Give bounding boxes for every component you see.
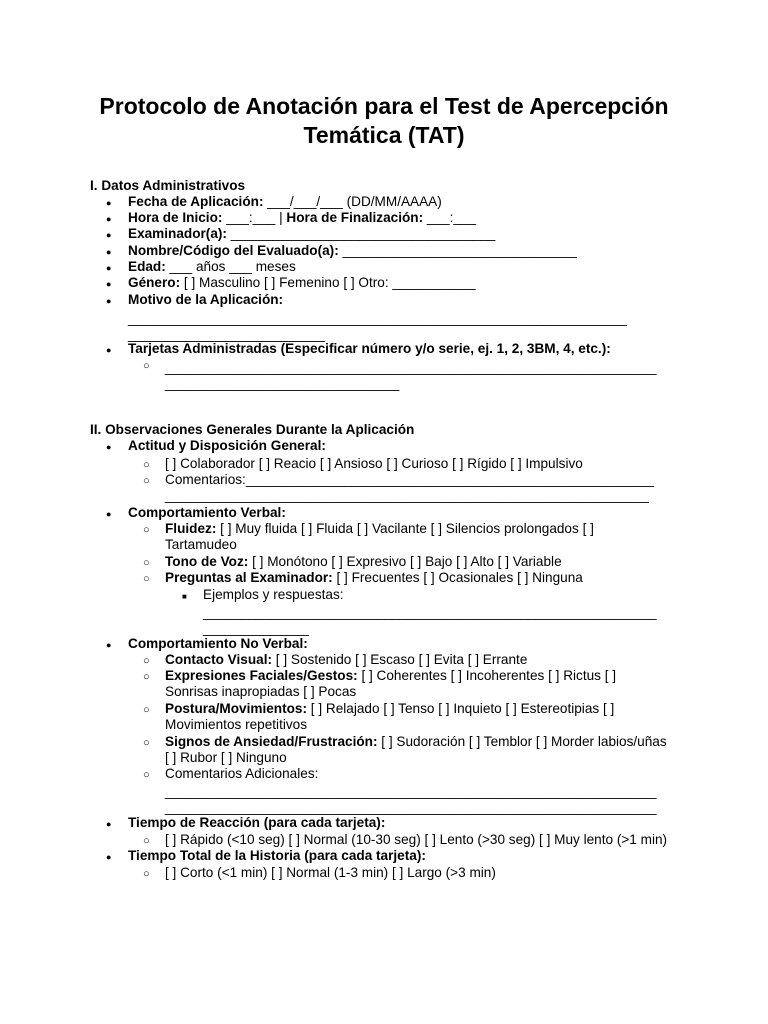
- postura-options-cont: Movimientos repetitivos: [165, 717, 308, 732]
- reaccion-label: Tiempo de Reacción (para cada tarjeta):: [128, 815, 386, 830]
- hora-item: [128, 210, 476, 226]
- ejemplos-line-2: ______________: [203, 621, 309, 636]
- fluidez-label: Fluidez:: [165, 521, 217, 536]
- fecha-field: ___/___/___ (DD/MM/AAAA): [263, 194, 442, 209]
- signos-options: [ ] Sudoración [ ] Temblor [ ] Morder labios/uñas: [377, 734, 667, 749]
- title-line-2: Temática (TAT): [303, 122, 465, 148]
- reaccion-options: [ ] Rápido (<10 seg) [ ] Normal (10-30 seg) [ ] Lento (>30 seg) [ ] Muy lento (>1 min): [165, 832, 668, 847]
- tono-item: [165, 554, 562, 570]
- comentarios-field: ______________________________________________________: [245, 472, 655, 487]
- examinador-field: ___________________________________: [226, 226, 496, 241]
- document-title: [60, 92, 708, 150]
- fluidez-item: [165, 521, 594, 537]
- expresiones-label: Expresiones Faciales/Gestos:: [165, 668, 358, 683]
- comentarios-item: [165, 472, 654, 488]
- bullet-icon: [106, 848, 111, 865]
- ejemplos-line-1: ____________________________________________________________: [203, 605, 657, 620]
- hora-fin-label: Hora de Finalización:: [286, 210, 424, 225]
- bullet-icon: [106, 505, 111, 522]
- motivo-label: Motivo de la Aplicación:: [128, 292, 284, 307]
- circle-bullet-icon: [143, 668, 150, 685]
- bullet-icon: [106, 815, 111, 832]
- circle-bullet-icon: [143, 766, 150, 783]
- contacto-label: Contacto Visual:: [165, 652, 273, 667]
- edad-field: ___ años ___ meses: [165, 259, 296, 274]
- motivo-line-2: __________________________: [128, 327, 325, 342]
- circle-bullet-icon: [143, 554, 150, 571]
- examinador-label: Examinador(a):: [128, 226, 227, 241]
- hora-inicio-label: Hora de Inicio:: [128, 210, 223, 225]
- tarjetas-label: Tarjetas Administradas (Especificar número y/o serie, ej. 1, 2, 3BM, 4, etc.):: [128, 341, 611, 356]
- evaluado-label: Nombre/Código del Evaluado(a):: [128, 243, 339, 258]
- bullet-icon: [106, 292, 111, 309]
- signos-item: [165, 734, 667, 750]
- hora-fin-field: ___:___: [423, 210, 477, 225]
- circle-bullet-icon: [143, 734, 150, 751]
- expresiones-options-cont: Sonrisas inapropiadas [ ] Pocas: [165, 684, 357, 699]
- bullet-icon: [106, 438, 111, 455]
- noverbal-label: Comportamiento No Verbal:: [128, 636, 308, 651]
- actitud-options: [ ] Colaborador [ ] Reacio [ ] Ansioso [ ] Curioso [ ] Rígido [ ] Impulsivo: [165, 456, 583, 471]
- tarjetas-line-1: _________________________________________________________________: [165, 360, 657, 375]
- section-heading-observaciones: II. Observaciones Generales Durante la Aplicación: [90, 422, 415, 437]
- contacto-item: [165, 652, 527, 668]
- circle-bullet-icon: [143, 832, 150, 849]
- bullet-icon: [106, 636, 111, 653]
- bullet-icon: [106, 341, 111, 358]
- circle-bullet-icon: [143, 521, 150, 538]
- edad-label: Edad:: [128, 259, 166, 274]
- fluidez-options-cont: Tartamudeo: [165, 537, 237, 552]
- contacto-options: [ ] Sostenido [ ] Escaso [ ] Evita [ ] Errante: [272, 652, 528, 667]
- circle-bullet-icon: [143, 357, 150, 374]
- postura-options: [ ] Relajado [ ] Tenso [ ] Inquieto [ ] Estereotipias [ ]: [307, 701, 615, 716]
- total-label: Tiempo Total de la Historia (para cada tarjeta):: [128, 848, 426, 863]
- bullet-icon: [106, 275, 111, 292]
- signos-label: Signos de Ansiedad/Frustración:: [165, 734, 378, 749]
- genero-label: Género:: [128, 275, 181, 290]
- circle-bullet-icon: [143, 652, 150, 669]
- adicionales-label: Comentarios Adicionales:: [165, 766, 319, 781]
- postura-item: [165, 701, 614, 717]
- hora-inicio-field: ___:___ |: [222, 210, 287, 225]
- circle-bullet-icon: [143, 472, 150, 489]
- comentarios-label: Comentarios:: [165, 472, 246, 487]
- genero-item: [128, 275, 476, 291]
- preguntas-item: [165, 570, 583, 586]
- section-heading-datos: I. Datos Administrativos: [90, 178, 246, 193]
- actitud-label: Actitud y Disposición General:: [128, 438, 326, 453]
- preguntas-label: Preguntas al Examinador:: [165, 570, 333, 585]
- fecha-item: [128, 194, 442, 210]
- bullet-icon: [106, 194, 111, 211]
- postura-label: Postura/Movimientos:: [165, 701, 307, 716]
- total-options: [ ] Corto (<1 min) [ ] Normal (1-3 min) [ ] Largo (>3 min): [165, 865, 496, 880]
- bullet-icon: [106, 259, 111, 276]
- bullet-icon: [106, 210, 111, 227]
- square-bullet-icon: [182, 587, 187, 605]
- motivo-line-1: __________________________________________________________________: [128, 311, 627, 326]
- adicionales-line-2: _________________________________________________________________: [165, 800, 657, 815]
- comentarios-line-2: ________________________________________________________________: [165, 488, 649, 503]
- verbal-label: Comportamiento Verbal:: [128, 505, 286, 520]
- genero-options: [ ] Masculino [ ] Femenino [ ] Otro: ___________: [180, 275, 476, 290]
- preguntas-options: [ ] Frecuentes [ ] Ocasionales [ ] Ninguna: [332, 570, 583, 585]
- evaluado-field: _______________________________: [338, 243, 577, 258]
- fluidez-options: [ ] Muy fluida [ ] Fluida [ ] Vacilante [ ] Silencios prolongados [ ]: [216, 521, 594, 536]
- circle-bullet-icon: [143, 570, 150, 587]
- fecha-label: Fecha de Aplicación:: [128, 194, 264, 209]
- tono-options: [ ] Monótono [ ] Expresivo [ ] Bajo [ ] Alto [ ] Variable: [248, 554, 562, 569]
- expresiones-options: [ ] Coherentes [ ] Incoherentes [ ] Rictus [ ]: [357, 668, 617, 683]
- signos-options-cont: [ ] Rubor [ ] Ninguno: [165, 750, 287, 765]
- ejemplos-label: Ejemplos y respuestas:: [203, 587, 344, 602]
- circle-bullet-icon: [143, 865, 150, 882]
- evaluado-item: [128, 243, 577, 259]
- title-line-1: Protocolo de Anotación para el Test de Apercepción: [99, 93, 669, 119]
- bullet-icon: [106, 226, 111, 243]
- adicionales-line-1: _________________________________________________________________: [165, 784, 657, 799]
- circle-bullet-icon: [143, 701, 150, 718]
- examinador-item: [128, 226, 495, 242]
- circle-bullet-icon: [143, 456, 150, 473]
- tono-label: Tono de Voz:: [165, 554, 249, 569]
- edad-item: [128, 259, 296, 275]
- expresiones-item: [165, 668, 616, 684]
- bullet-icon: [106, 243, 111, 260]
- tarjetas-line-2: _______________________________: [165, 376, 400, 391]
